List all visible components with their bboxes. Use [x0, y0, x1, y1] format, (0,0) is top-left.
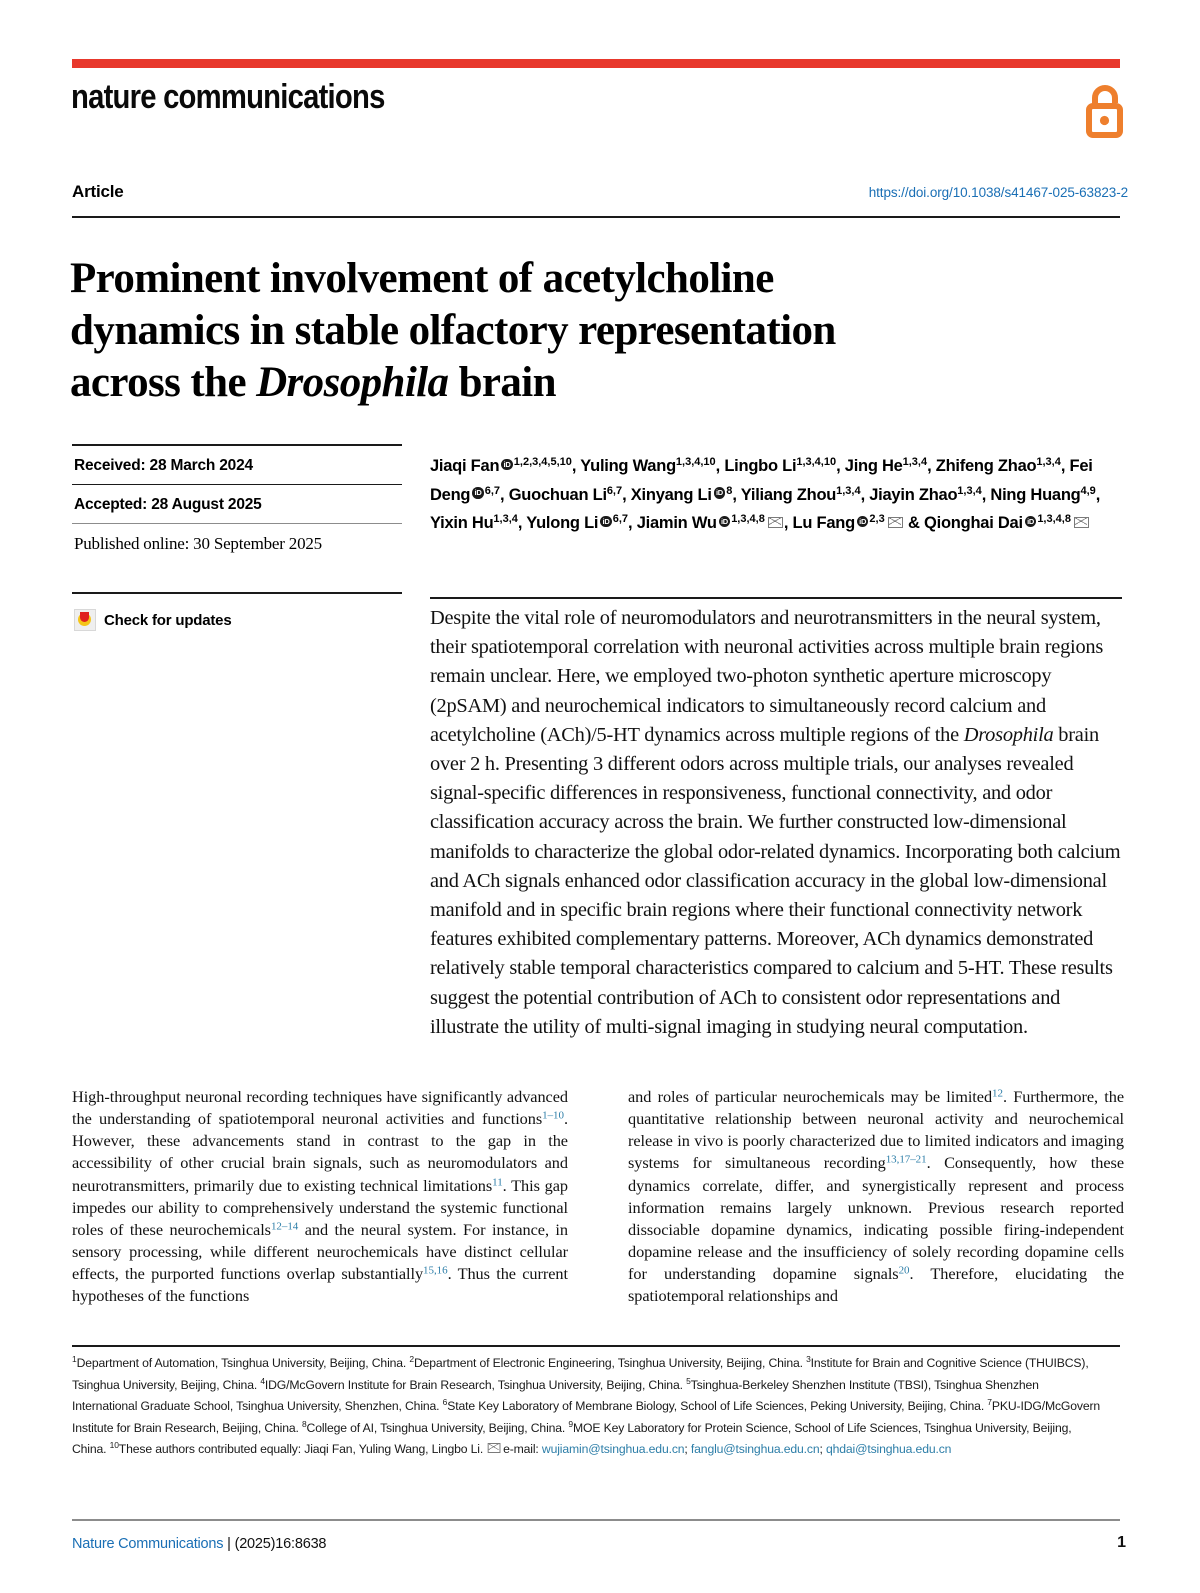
title-line-1: Prominent involvement of acetylcholine: [70, 254, 774, 302]
citation-reference[interactable]: 13,17–21: [885, 1153, 927, 1166]
footer-citation: [72, 1536, 326, 1552]
doi-link[interactable]: https://doi.org/10.1038/s41467-025-63823-2: [868, 185, 1128, 200]
author-affiliation-refs: 1,3,4,8: [1037, 513, 1071, 526]
author-entry: [869, 486, 990, 504]
author-separator: ,: [927, 457, 936, 476]
affiliation-number: 1: [72, 1353, 77, 1364]
author-entry: [580, 457, 724, 475]
author-separator: ,: [517, 514, 527, 533]
author-affiliation-refs: 1,3,4,10: [675, 456, 716, 468]
body-text: and the neural system. For instance, in sensory processing, while different neurochemicals have distinct cellular effects, the purported functions overlap substantially: [72, 1219, 569, 1284]
author-entry: [724, 457, 844, 475]
affiliation-number: 3: [806, 1353, 811, 1364]
affiliation-number: 5: [686, 1375, 691, 1386]
citation-reference[interactable]: 20: [898, 1264, 910, 1277]
open-access-lock-icon: [1082, 82, 1128, 138]
author-affiliation-refs: 6,7: [606, 484, 623, 497]
abstract-part-1: Despite the vital role of neuromodulators and neurotransmitters in the neural system, their spatiotemporal correlation with neuronal activities across multiple brain regions remain unclear. Here, we employed two-photon synthetic aperture microscopy (2pSAM) and neurochemical indicators to simultaneously record calcium and acetylcholine (ACh)/5-HT dynamics across multiple regions of the: [430, 607, 1104, 746]
author-name: Lingbo Li: [724, 457, 797, 476]
author-name: Xinyang Li: [630, 485, 712, 504]
body-text: . Thus the current hypotheses of the functions: [72, 1264, 568, 1306]
author-affiliation-refs: 1,3,4: [902, 456, 928, 468]
title-line-3-suffix: brain: [448, 358, 556, 406]
author-affiliation-refs: 8: [726, 484, 733, 497]
author-separator: ,: [732, 485, 741, 504]
body-columns: [72, 1086, 1124, 1308]
author-separator: ,: [715, 457, 725, 476]
abstract-text: [430, 604, 1124, 1042]
author-name: Jiaqi Fan: [430, 457, 500, 476]
author-name: Lu Fang: [792, 514, 855, 533]
citation-reference[interactable]: 15,16: [423, 1264, 448, 1277]
masthead-red-rule: [72, 59, 1120, 68]
author-affiliation-refs: 1,3,4,10: [796, 456, 837, 468]
affiliation-number: 7: [987, 1396, 992, 1407]
author-name: Ning Huang: [990, 485, 1081, 504]
affiliation-text: IDG/McGovern Institute for Brain Research, Tsinghua University, Beijing, China.: [264, 1377, 687, 1392]
meta-divider-3: [72, 592, 402, 594]
published-date: Published online: 30 September 2025: [74, 534, 322, 554]
abstract-divider: [430, 597, 1122, 599]
author-name: Jing He: [844, 457, 903, 476]
affiliation-number: 8: [301, 1418, 307, 1429]
author-affiliation-refs: 1,3,4: [1036, 456, 1061, 468]
check-updates-block[interactable]: [72, 600, 402, 631]
orcid-icon[interactable]: [600, 516, 612, 528]
body-text: . Furthermore, the quantitative relationship between neuronal activity and neurochemical release in vivo is poorly characterized due to limited indicators and imaging systems for simultaneous recording: [628, 1087, 1125, 1173]
check-for-updates-button[interactable]: [72, 600, 402, 631]
affiliation-number: 6: [442, 1396, 448, 1407]
orcid-icon[interactable]: [719, 516, 731, 528]
affiliation-text: PKU-IDG/McGovern Institute for Brain Research, Beijing, China.: [72, 1399, 1101, 1435]
author-separator: &: [903, 514, 925, 533]
body-text: . However, these advancements stand in contrast to the gap in the accessibility of other crucial brain signals, such as neuromodulators and neurotransmitters, primarily due to existing technical limitations: [72, 1109, 568, 1195]
affiliation-text: Department of Electronic Engineering, Tsinghua University, Beijing, China.: [413, 1356, 807, 1370]
author-separator: ,: [622, 485, 631, 504]
body-column-right: [628, 1086, 1124, 1308]
author-entry: [509, 486, 631, 504]
abstract-species: Drosophila: [963, 723, 1054, 746]
author-entry: [741, 486, 870, 504]
affiliation-text: Department of Automation, Tsinghua University, Beijing, China.: [76, 1356, 410, 1370]
header-divider: [72, 216, 1120, 218]
body-text: . This gap impedes our ability to comprehensively understand the systemic functional roles of these neurochemicals: [72, 1175, 568, 1239]
author-affiliation-refs: 1,3,4: [493, 513, 518, 526]
citation-reference[interactable]: 12–14: [270, 1220, 299, 1233]
email-separator: ;: [819, 1442, 826, 1456]
citation-reference[interactable]: 12: [992, 1087, 1003, 1100]
check-for-updates-label: Check for updates: [104, 611, 232, 629]
author-name: Yiliang Zhou: [740, 485, 837, 504]
affiliation-text: College of AI, Tsinghua University, Beijing, China.: [306, 1420, 569, 1435]
author-name: Fei Deng: [430, 457, 1093, 504]
envelope-icon[interactable]: [768, 517, 783, 529]
affiliations-block: [72, 1353, 1106, 1461]
author-affiliation-refs: 2,3: [869, 513, 885, 526]
citation-reference[interactable]: 1–10: [542, 1109, 564, 1122]
body-column-left: [72, 1086, 568, 1308]
author-entry: [793, 514, 925, 532]
author-separator: ,: [1095, 485, 1101, 504]
author-entry: [430, 514, 526, 532]
affiliation-number: 9: [568, 1418, 573, 1429]
email-label: e-mail:: [503, 1442, 542, 1456]
orcid-icon[interactable]: [472, 487, 484, 499]
abstract-part-2: brain over 2 h. Presenting 3 different odors across multiple trials, our analyses revealed signal-specific differences in responsiveness, functional connectivity, and odor classification accuracy across the brain. We further constructed low-dimensional manifolds to characterize the global odor-related dynamics. Incorporating both calcium and ACh signals enhanced odor classification accuracy in the global low-dimensional manifold and in specific brain regions where their functional connectivity network features exhibited complementary patterns. Moreover, ACh dynamics demonstrated relatively stable temporal characteristics compared to calcium and 5-HT. These results suggest the potential contribution of ACh to consistent odor representations and illustrate the utility of multi-signal imaging in studying neural computation.: [430, 723, 1121, 1038]
article-type-label: Article: [72, 182, 124, 201]
footer-journal-name[interactable]: Nature Communications: [72, 1536, 224, 1552]
orcid-icon[interactable]: [857, 516, 869, 528]
author-entry: [924, 514, 1090, 532]
author-separator: ,: [571, 457, 581, 476]
affiliation-text: These authors contributed equally: Jiaqi Fan, Yuling Wang, Lingbo Li.: [118, 1442, 487, 1456]
author-separator: ,: [860, 485, 870, 504]
footer-divider: [72, 1519, 1120, 1521]
author-entry: [845, 457, 936, 475]
author-name: Guochuan Li: [508, 485, 607, 504]
author-entry: [430, 457, 580, 475]
corresponding-email-link[interactable]: qhdai@tsinghua.edu.cn: [825, 1442, 952, 1456]
corresponding-email-link[interactable]: fanglu@tsinghua.edu.cn: [690, 1442, 820, 1456]
author-entry: [990, 486, 1100, 504]
body-text: . Therefore, elucidating the spatiotemporal relationships and: [628, 1264, 1124, 1306]
body-text: High-throughput neuronal recording techniques have significantly advanced the understanding of spatiotemporal neuronal activities and functions: [72, 1087, 568, 1129]
author-name: Yixin Hu: [430, 514, 494, 533]
author-separator: ,: [628, 514, 637, 533]
author-affiliation-refs: 1,2,3,4,5,10: [513, 456, 572, 468]
author-affiliation-refs: 6,7: [484, 484, 501, 497]
author-separator: ,: [500, 485, 509, 504]
author-separator: ,: [981, 485, 991, 504]
author-name: Zhifeng Zhao: [935, 457, 1037, 476]
author-name: Jiayin Zhao: [869, 485, 958, 504]
affiliation-number: 2: [409, 1353, 414, 1364]
page-number: 1: [1117, 1534, 1126, 1551]
author-entry: [936, 457, 1070, 475]
author-affiliation-refs: 1,3,4: [836, 484, 861, 497]
footer-citation-detail: | (2025)16:8638: [223, 1536, 327, 1552]
author-name: Jiamin Wu: [636, 514, 717, 533]
author-name: Yuling Wang: [580, 457, 676, 476]
corresponding-email-link[interactable]: wujiamin@tsinghua.edu.cn: [541, 1442, 685, 1456]
journal-masthead-title: nature communications: [71, 78, 385, 116]
author-list: [430, 450, 1122, 536]
affiliations-divider: [72, 1345, 1120, 1347]
orcid-icon[interactable]: [1025, 516, 1037, 528]
body-text: and roles of particular neurochemicals may be limited: [628, 1087, 993, 1106]
author-affiliation-refs: 1,3,4,8: [731, 513, 765, 526]
article-dates-panel: [72, 444, 402, 562]
affiliation-number: 10: [109, 1439, 119, 1450]
affiliation-text: State Key Laboratory of Membrane Biology, School of Life Sciences, Peking University, Beijing, China.: [447, 1399, 988, 1413]
author-entry: [631, 486, 741, 504]
orcid-icon[interactable]: [501, 459, 513, 471]
title-species: Drosophila: [256, 358, 449, 406]
author-separator: ,: [836, 457, 845, 476]
email-separator: ;: [684, 1442, 691, 1456]
accepted-date: Accepted: 28 August 2025: [74, 496, 262, 514]
author-separator: ,: [783, 514, 793, 533]
author-name: Qionghai Dai: [924, 514, 1023, 533]
envelope-icon: [487, 1443, 500, 1453]
page-title: [70, 253, 1130, 409]
citation-reference[interactable]: 11: [492, 1176, 503, 1189]
envelope-icon[interactable]: [888, 517, 903, 529]
received-date: Received: 28 March 2024: [74, 456, 253, 474]
author-entry: [637, 514, 793, 532]
orcid-icon[interactable]: [714, 487, 726, 499]
author-affiliation-refs: 1,3,4: [957, 484, 982, 497]
affiliation-text: Institute for Brain and Cognitive Science (THUIBCS), Tsinghua University, Beijing, China.: [72, 1356, 1089, 1392]
author-entry: [526, 514, 636, 532]
author-affiliation-refs: 4,9: [1080, 484, 1096, 497]
crossmark-icon: [74, 609, 96, 631]
affiliation-text: Tsinghua-Berkeley Shenzhen Institute (TBSI), Tsinghua Shenzhen International Graduate School, Tsinghua University, Shenzhen, China.: [72, 1377, 1039, 1413]
envelope-icon[interactable]: [1074, 517, 1089, 529]
title-line-3-prefix: across the: [70, 358, 257, 406]
author-affiliation-refs: 6,7: [612, 513, 629, 526]
body-text: . Consequently, how these dynamics correlate, differ, and synergistically represent and process information remains largely unknown. Previous research reported dissociable dopamine dynamics, indicating possible firing-independent dopamine release and the insufficiency of solely recording dopamine cells for understanding dopamine signals: [628, 1153, 1124, 1284]
author-separator: ,: [1060, 457, 1070, 476]
affiliation-text: MOE Key Laboratory for Protein Science, School of Life Sciences, Tsinghua University, Beijing, China.: [72, 1420, 1072, 1456]
affiliation-number: 4: [260, 1375, 265, 1386]
title-line-2: dynamics in stable olfactory representation: [70, 306, 836, 354]
author-name: Yulong Li: [526, 514, 599, 533]
